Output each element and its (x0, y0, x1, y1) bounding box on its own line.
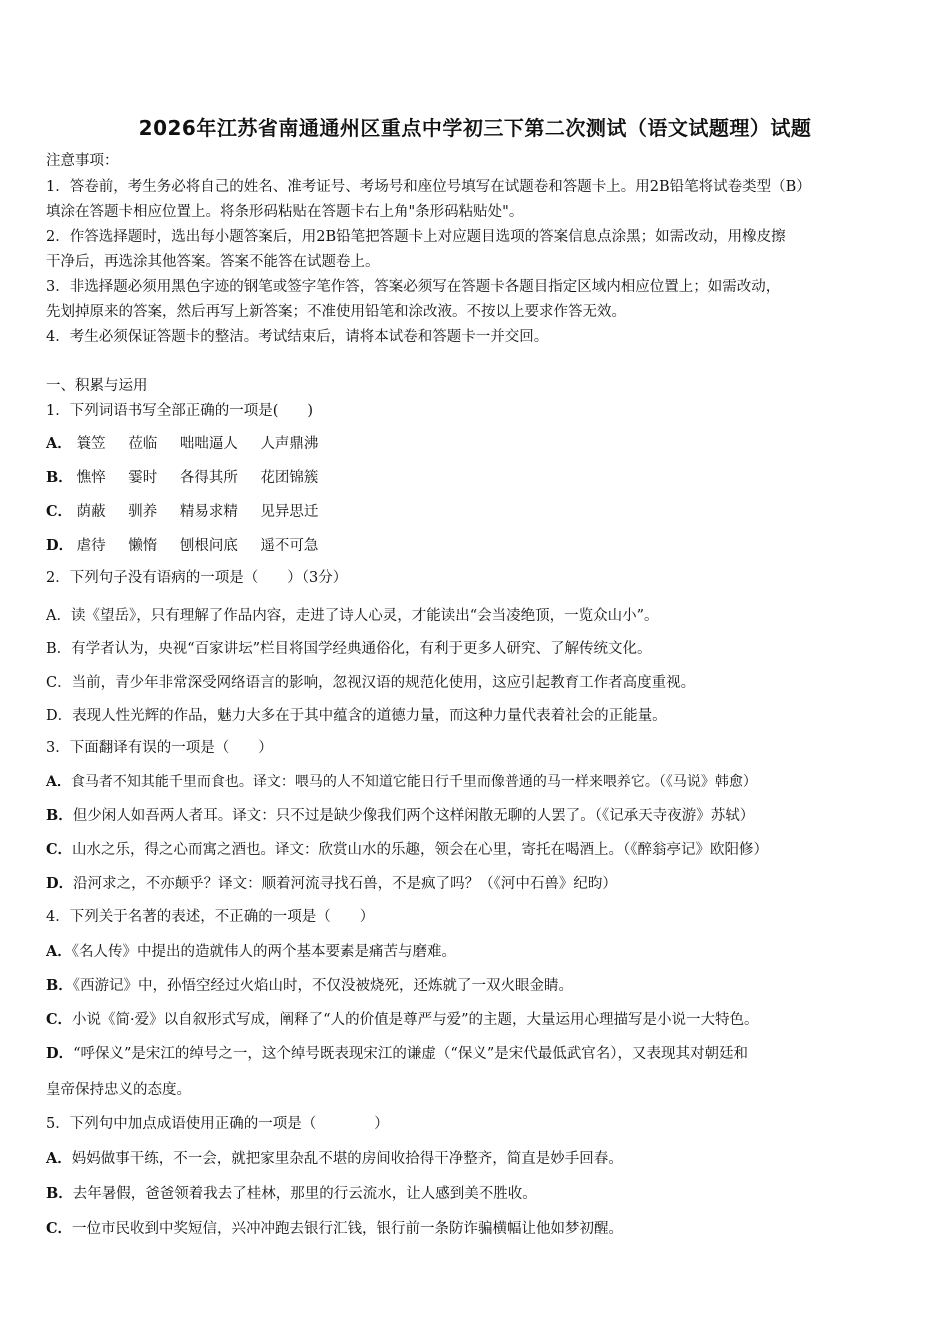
option-letter: A． (46, 435, 72, 452)
q1-option-d (46, 536, 916, 556)
option-word: 见异思迁 (260, 504, 319, 520)
question-4-stem: 4．下列关于名著的表述，不正确的一项是（ ） (46, 909, 375, 925)
option-letter: D． (46, 537, 74, 554)
option-word: 咄咄逼人 (179, 436, 238, 452)
option-letter: C． (46, 503, 73, 520)
notice-heading: 注意事项： (46, 153, 119, 169)
option-letter: A． (46, 774, 71, 790)
option-word: 驯养 (128, 504, 158, 520)
option-text: 《西游记》中，孙悟空经过火焰山时，不仅没被烧死，还炼就了一双火眼金睛。 (72, 978, 574, 994)
q1-option-a (46, 434, 916, 454)
option-word: 精易求精 (179, 504, 238, 520)
notice-line: 4．考生必须保证答题卡的整洁。考试结束后，请将本试卷和答题卡一并交回。 (46, 329, 549, 345)
question-1-stem: 1．下列词语书写全部正确的一项是( ) (46, 403, 314, 419)
option-word: 花团锦簇 (260, 470, 319, 486)
notice-line: 1．答卷前，考生务必将自己的姓名、准考证号、考场号和座位号填写在试题卷和答题卡上。用2B铅笔将试卷类型（B） (46, 179, 811, 195)
option-word: 刨根问底 (179, 538, 238, 554)
q2-option-c: C．当前，青少年非常深受网络语言的影响，忽视汉语的规范化使用，这应引起教育工作者高度重视。 (46, 675, 696, 691)
option-word: 莅临 (128, 436, 158, 452)
option-word: 虐待 (76, 538, 106, 554)
q3-option-d (46, 874, 916, 894)
option-word: 簑笠 (76, 436, 106, 452)
option-letter: B． (46, 1185, 73, 1202)
q5-option-b (46, 1184, 916, 1204)
notice-line: 3．非选择题必须用黑色字迹的钢笔或签字笔作答，答案必须写在答题卡各题目指定区域内相应位置上；如需改动， (46, 279, 781, 295)
option-letter: C． (46, 841, 73, 858)
q4-option-c (46, 1010, 916, 1030)
question-5-stem: 5．下列句中加点成语使用正确的一项是（ ） (46, 1116, 389, 1132)
notice-line: 干净后，再选涂其他答案。答案不能答在试题卷上。 (46, 254, 380, 270)
question-2-stem: 2．下列句子没有语病的一项是（ ）（3分） (46, 570, 348, 586)
q3-option-c (46, 840, 916, 860)
option-word: 懒惰 (128, 538, 158, 554)
q4-option-b (46, 976, 916, 996)
option-text: 小说《简·爱》以自叙形式写成，阐释了“人的价值是尊严与爱”的主题，大量运用心理描写是小说一大特色。 (72, 1012, 759, 1028)
option-letter: B． (46, 469, 73, 486)
option-letter: A． (46, 943, 72, 960)
question-3-stem: 3．下面翻译有误的一项是（ ） (46, 740, 273, 756)
option-letter: B． (46, 977, 73, 994)
option-text: “呼保义”是宋江的绰号之一，这个绰号既表现宋江的谦虚（“保义”是宋代最低武官名），又表现其对朝廷和 (73, 1046, 748, 1062)
q1-option-c (46, 502, 916, 522)
q4-option-d (46, 1044, 916, 1064)
option-text: 食马者不知其能千里而食也。译文：喂马的人不知道它能日行千里而像普通的马一样来喂养它。（《马说》韩愈） (70, 774, 757, 790)
option-letter: D． (46, 875, 74, 892)
option-text: 《名人传》中提出的造就伟人的两个基本要素是痛苦与磨难。 (71, 944, 457, 960)
option-word: 霎时 (128, 470, 158, 486)
q4-option-a (46, 942, 916, 962)
q5-option-c (46, 1219, 916, 1239)
q2-option-b: B．有学者认为，央视“百家讲坛”栏目将国学经典通俗化，有利于更多人研究、了解传统文化。 (46, 641, 652, 657)
q5-option-a (46, 1149, 916, 1169)
option-word: 荫蔽 (76, 504, 106, 520)
notice-line: 先划掉原来的答案，然后再写上新答案；不准使用铅笔和涂改液。不按以上要求作答无效。 (46, 304, 626, 320)
q4-option-d-continuation: 皇帝保持忠义的态度。 (46, 1082, 191, 1098)
option-text: 去年暑假，爸爸领着我去了桂林，那里的行云流水，让人感到美不胜收。 (72, 1186, 537, 1202)
q3-option-b (46, 806, 916, 826)
option-word: 各得其所 (179, 470, 238, 486)
option-text: 山水之乐，得之心而寓之酒也。译文：欣赏山水的乐趣，领会在心里，寄托在喝酒上。（《醉翁亭记》欧阳修） (72, 842, 769, 858)
page-title: 2026年江苏省南通通州区重点中学初三下第二次测试（语文试题理）试题 (138, 116, 812, 140)
notice-line: 填涂在答题卡相应位置上。将条形码粘贴在答题卡右上角"条形码粘贴处"。 (46, 204, 524, 220)
q2-option-d: D．表现人性光辉的作品，魅力大多在于其中蕴含的道德力量，而这种力量代表着社会的正能量。 (46, 708, 667, 724)
option-text: 一位市民收到中奖短信，兴冲冲跑去银行汇钱，银行前一条防诈骗横幅让他如梦初醒。 (72, 1221, 624, 1237)
notice-line: 2．作答选择题时，选出每小题答案后，用2B铅笔把答题卡上对应题目选项的答案信息点涂黑；如需改动，用橡皮擦 (46, 229, 786, 245)
section-heading: 一、积累与运用 (46, 378, 148, 394)
option-text: 沿河求之，不亦颠乎？译文：顺着河流寻找石兽，不是疯了吗？（《河中石兽》纪昀） (73, 876, 617, 892)
option-letter: D． (46, 1045, 74, 1062)
option-letter: C． (46, 1220, 73, 1237)
option-letter: C． (46, 1011, 73, 1028)
q3-option-a (46, 772, 916, 792)
option-text: 妈妈做事干练，不一会，就把家里杂乱不堪的房间收拾得干净整齐，简直是妙手回春。 (71, 1151, 623, 1167)
q1-option-b (46, 468, 916, 488)
option-word: 遥不可急 (260, 538, 319, 554)
option-word: 人声鼎沸 (260, 436, 319, 452)
option-letter: A． (46, 1150, 72, 1167)
option-letter: B． (46, 807, 73, 824)
option-text: 但少闲人如吾两人者耳。译文：只不过是缺少像我们两个这样闲散无聊的人罢了。（《记承天寺夜游》苏轼） (72, 808, 755, 824)
q2-option-a: A．读《望岳》，只有理解了作品内容，走进了诗人心灵，才能读出“会当凌绝顶，一览众山小”。 (46, 608, 659, 624)
option-word: 憔悴 (76, 470, 106, 486)
